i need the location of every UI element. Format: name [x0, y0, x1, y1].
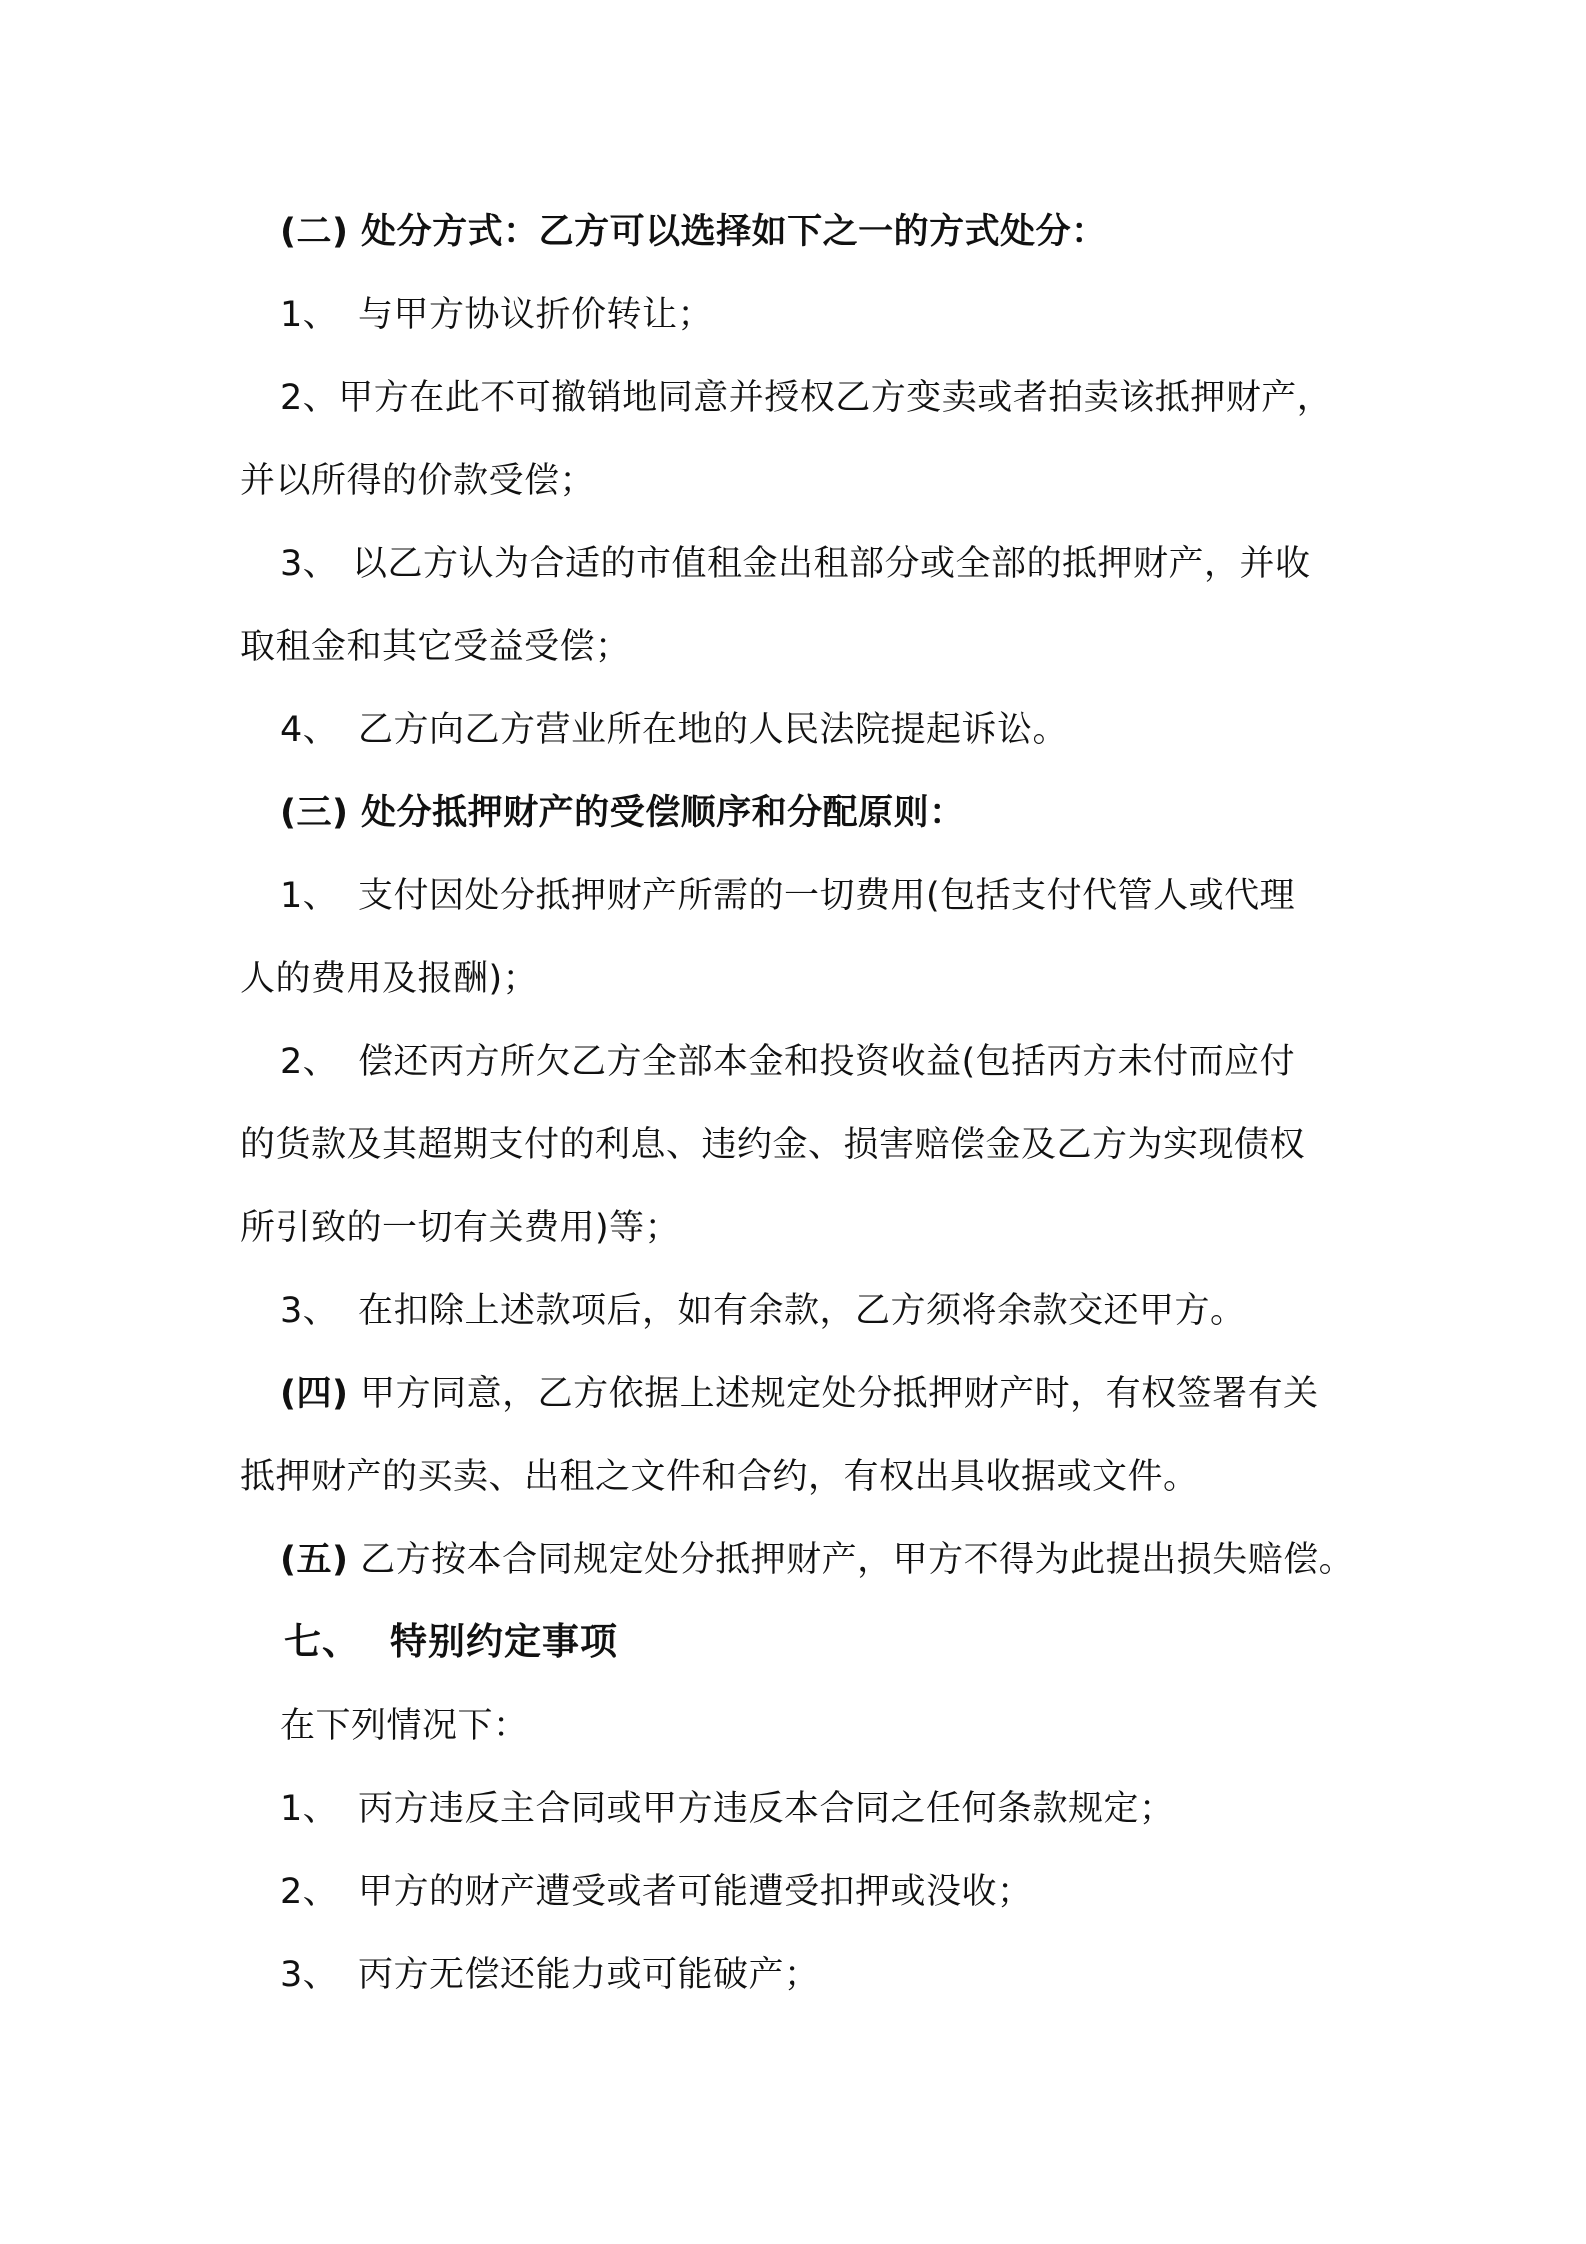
- line-text: 抵押财产的买卖、出租之文件和合约，有权出具收据或文件。: [240, 1457, 1199, 1497]
- line-prefix: (五): [280, 1540, 349, 1580]
- line-prefix: 1、: [280, 295, 339, 335]
- chapter-heading: [284, 1620, 618, 1664]
- line-prefix: 七、: [284, 1620, 360, 1663]
- line-text: 人的费用及报酬)；: [240, 959, 539, 999]
- line-prefix: (二): [280, 212, 349, 252]
- list-item: [280, 376, 1332, 420]
- line-prefix: 3、: [280, 1291, 339, 1331]
- line-text: 偿还丙方所欠乙方全部本金和投资收益(包括丙方未付而应付: [358, 1042, 1296, 1082]
- list-item: [280, 1953, 820, 1997]
- line-prefix: 2、: [280, 1042, 339, 1082]
- line-text: 的货款及其超期支付的利息、违约金、损害赔偿金及乙方为实现债权: [240, 1125, 1306, 1165]
- line-text: 丙方违反主合同或甲方违反本合同之任何条款规定；: [358, 1789, 1175, 1829]
- line-prefix: 2、: [280, 1872, 339, 1912]
- line-prefix: 1、: [280, 876, 339, 916]
- line-text: 处分抵押财产的受偿顺序和分配原则：: [348, 793, 965, 833]
- list-item: [280, 1289, 1246, 1333]
- line-text: 丙方无偿还能力或可能破产；: [358, 1955, 820, 1995]
- list-item: [280, 1040, 1295, 1084]
- paragraph-continuation: [240, 1123, 1305, 1167]
- list-item: [280, 708, 1068, 752]
- line-prefix: 3、: [280, 1955, 339, 1995]
- line-text: 特别约定事项: [390, 1620, 618, 1663]
- list-item: [280, 874, 1295, 918]
- section-heading-4: [280, 1372, 1319, 1416]
- line-text: 在扣除上述款项后，如有余款，乙方须将余款交还甲方。: [358, 1291, 1246, 1331]
- list-item: [280, 1870, 1033, 1914]
- line-text: 以乙方认为合适的市值租金出租部分或全部的抵押财产，并收: [352, 544, 1311, 584]
- section-heading-2: [280, 210, 1107, 254]
- list-item: [280, 293, 713, 337]
- paragraph-continuation: [240, 1206, 680, 1250]
- line-text: 处分方式：乙方可以选择如下之一的方式处分：: [348, 212, 1107, 252]
- line-text: 支付因处分抵押财产所需的一切费用(包括支付代管人或代理: [358, 876, 1296, 916]
- line-prefix: (三): [280, 793, 349, 833]
- list-item: [280, 542, 1311, 586]
- line-text: 乙方向乙方营业所在地的人民法院提起诉讼。: [358, 710, 1069, 750]
- line-prefix: 3、: [280, 544, 339, 584]
- list-item: [280, 1787, 1175, 1831]
- line-prefix: 1、: [280, 1789, 339, 1829]
- line-text: 2、甲方在此不可撤销地同意并授权乙方变卖或者拍卖该抵押财产，: [280, 378, 1333, 418]
- line-prefix: 4、: [280, 710, 339, 750]
- paragraph-continuation: [240, 1455, 1199, 1499]
- line-text: 与甲方协议折价转让；: [358, 295, 714, 335]
- line-text: 并以所得的价款受偿；: [240, 461, 596, 501]
- section-heading-5: [280, 1538, 1354, 1582]
- paragraph-continuation: [240, 957, 538, 1001]
- line-text: 所引致的一切有关费用)等；: [240, 1208, 681, 1248]
- line-text: 在下列情况下：: [280, 1706, 529, 1746]
- line-text: 甲方同意，乙方依据上述规定处分抵押财产时，有权签署有关: [348, 1374, 1319, 1414]
- line-text: 甲方的财产遭受或者可能遭受扣押或没收；: [358, 1872, 1033, 1912]
- paragraph-continuation: [240, 625, 631, 669]
- line-text: 乙方按本合同规定处分抵押财产，甲方不得为此提出损失赔偿。: [348, 1540, 1355, 1580]
- paragraph-continuation: [240, 459, 595, 503]
- section-heading-3: [280, 791, 965, 835]
- line-text: 取租金和其它受益受偿；: [240, 627, 631, 667]
- paragraph: [280, 1704, 529, 1748]
- line-prefix: (四): [280, 1374, 349, 1414]
